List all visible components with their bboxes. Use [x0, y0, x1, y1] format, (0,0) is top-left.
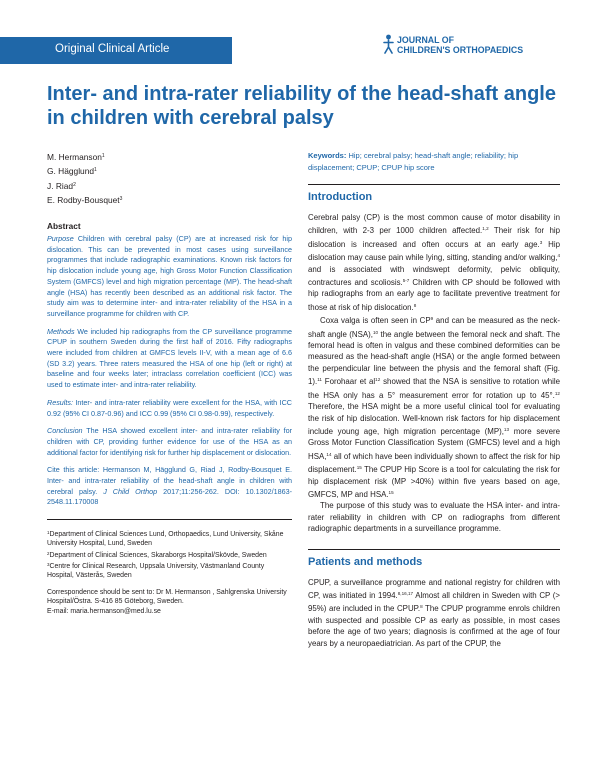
- introduction-paragraph-2: Coxa valga is often seen in $CP^9$ and can be measured as the neck-shaft angle (NSA),$^{10}$ the angle between the femoral neck and shaft. The femoral head is often in valgus and these combined deformities can be measured as the head-shaft angle (HSA) or the angle formed between the perpendicular line between the physis and the femoral shaft (Fig. 1).$^{11}$ Forohaar et $al^{12}$ showed that the NSA is sensitive to rotation while the HSA only has a 5° measurement error for rotation up to 45°.$^{12}$ Therefore, the HSA might be a more useful clinical tool for evaluating the risk of hip dislocation. Well-known risk factors for hip displacement include young age, high migration percentage (MP),$^{13}$ more severe Gross Motor Function Classification System (GMFCS) level and a high HSA,$^{14}$ all of which have been individually shown to affect the risk for hip displacement.$^{15}$ The CPUP Hip Score is a tool for calculating the risk for hip displacement risk (MP >40%) within five years based on age, GMFCS, MP and HSA.$^{15}$: [308, 316, 561, 499]
- citation-ref: 10: [372, 329, 379, 335]
- introduction-paragraph-1: Cerebral palsy (CP) is the most common cause of motor disability in children, with 2-3 per 1000 children affected.$^{1,2}$ Their risk for hip dislocation is increased and often occurs at an early age.$^3$ Hip dislocation may cause pain while lying, sitting, standing and/or walking,$^4$ and is associated with windswept deformity, pelvic obliquity, contractures and scoliosis.$^{5-7}$ Children with CP should be followed with hip radiographs from an early age to facilitate preventive treatment for those at risk of hip dislocation.$^8$: [308, 213, 561, 312]
- patients-methods-paragraph-1: CPUP, a surveillance programme and national registry for children with CP, was initiated in 1994.$^{8,16,17}$ Almost all children in Sweden with CP (> 95%) are included in the CPUP.$^8$ The CPUP programme enrols children with suspected and possible CP as early as possible, in most cases before the age of two years; diagnosis is confirmed at the age of four years by a neuropaediatrician. As part of the CPUP, the: [308, 577, 560, 648]
- affiliation: $^1$Department of Clinical Sciences Lund, Orthopaedics, Lund University, Skåne University Hospital, Lund, Sweden: [47, 530, 284, 548]
- keywords-label: Keywords:: [308, 151, 347, 160]
- abstract-purpose: Purpose Children with cerebral palsy (CP) are at increased risk for hip dislocation. This can be prevented in most cases using surveillance programmes that include radiographic examinations. Known risk factors for hip dislocation include young age, high Gross Motor Function Classification System (GMFCS) level and high migration percentage (MP). The head-shaft angle (HSA) has recently been described as an additional risk factor. The study aim was to determine inter- and intra-rater reliability of the HSA in a surveillance programme for children with CP.: [47, 234, 292, 318]
- article-title: Inter- and intra-rater reliability of the head-shaft angle in children with cerebral palsy: [47, 83, 556, 129]
- keywords: [308, 150, 560, 173]
- author: M. Hermanson$^1$: [47, 152, 105, 162]
- divider: [47, 519, 292, 520]
- journal-name-line2: CHILDREN'S ORTHOPAEDICS: [397, 45, 524, 55]
- abstract-conclusion: Conclusion The HSA showed excellent inter- and intra-rater reliability for children with CP, providing further evidence for use of the HSA as an additional factor for identifying risk for further hip displacement or dislocation.: [47, 426, 292, 457]
- abstract-heading: Abstract: [47, 221, 81, 231]
- affiliation: $^3$Centre for Clinical Research, Uppsala University, Västmanland County Hospital, Västerås, Sweden: [47, 561, 265, 579]
- citation-ref: 15: [356, 465, 362, 471]
- patients-methods-heading: Patients and methods: [308, 549, 560, 568]
- citation-ref: 12: [554, 390, 560, 396]
- keywords-text: Hip; cerebral palsy; head-shaft angle; reliability; hip displacement; CPUP; CPUP hip score: [308, 151, 519, 172]
- citation-ref: 13: [503, 426, 510, 432]
- citation-ref: 14: [326, 451, 332, 457]
- journal-logo-icon: [382, 34, 395, 54]
- citation: Cite this article: Hermanson M, Hägglund G, Riad J, Rodby-Bousquet E. Inter- and intra-rater reliability of the head-shaft angle in children with cerebral palsy. J Child Orthop 2017;11:256-262. DOI: 10.1302/1863-2548.11.170008: [47, 465, 292, 507]
- journal-name: [397, 35, 523, 55]
- citation-ref: 8,16,17: [397, 590, 414, 596]
- citation-ref: 1,2: [482, 226, 489, 232]
- correspondence-email: E-mail: maria.hermanson@med.lu.se: [47, 607, 161, 615]
- abstract-methods: Methods We included hip radiographs from the CP surveillance programme CPUP in southern Sweden during the first half of 2016. Fifty radiographs were included from children at GMFCS levels II-V, with a mean age of 6.6 (SD 3.2) years. Three raters measured the HSA of one hip (left or right) at baseline and four weeks later; intraclass correlation coefficient (ICC) was used to estimate inter- and intra-rater reliability.: [47, 326, 293, 390]
- citation-ref: 11: [317, 377, 322, 383]
- correspondence: Correspondence should be sent to: Dr M. Hermanson , Sahlgrenska University Hospital/Östra. S-416 85 Göteborg, Sweden. E-mail: maria.hermanson@med.lu.se: [47, 589, 287, 615]
- abstract-results: Results: Inter- and intra-rater reliability were excellent for the HSA, with ICC 0.92 (95% CI 0.87-0.96) and ICC 0.99 (95% CI 0.98-0.99), respectively.: [47, 397, 292, 418]
- journal-name-line1: JOURNAL OF: [397, 35, 455, 45]
- citation-ref: 3: [539, 239, 543, 245]
- citation-ref: 8: [420, 604, 423, 610]
- section-banner: [0, 37, 232, 64]
- author: G. Hägglund$^1$: [47, 166, 97, 177]
- author: E. Rodby-Bousquet$^3$: [47, 194, 123, 205]
- introduction-paragraph-3: The purpose of this study was to evaluate the HSA inter- and intra-rater reliability in children with CP on radiographs from different radiographic departments in a surveillance programme.: [308, 501, 560, 534]
- right-column: [308, 184, 560, 649]
- citation-ref: 15: [388, 489, 394, 495]
- affiliation: $^2$Department of Clinical Sciences, Skaraborgs Hospital/Skövde, Sweden: [47, 550, 267, 559]
- citation-ref: 9: [430, 316, 434, 322]
- citation-ref: 4: [557, 253, 560, 259]
- author: J. Riad$^2$: [47, 180, 76, 191]
- author-list: [47, 150, 122, 207]
- citation-ref: 5-7: [402, 278, 410, 284]
- citation-ref: 8: [413, 302, 417, 308]
- section-label: Original Clinical Article: [55, 43, 170, 55]
- journal-logo: [382, 34, 582, 58]
- introduction-heading: Introduction: [308, 184, 560, 203]
- left-column: [47, 221, 292, 616]
- citation-ref: 12: [375, 377, 381, 383]
